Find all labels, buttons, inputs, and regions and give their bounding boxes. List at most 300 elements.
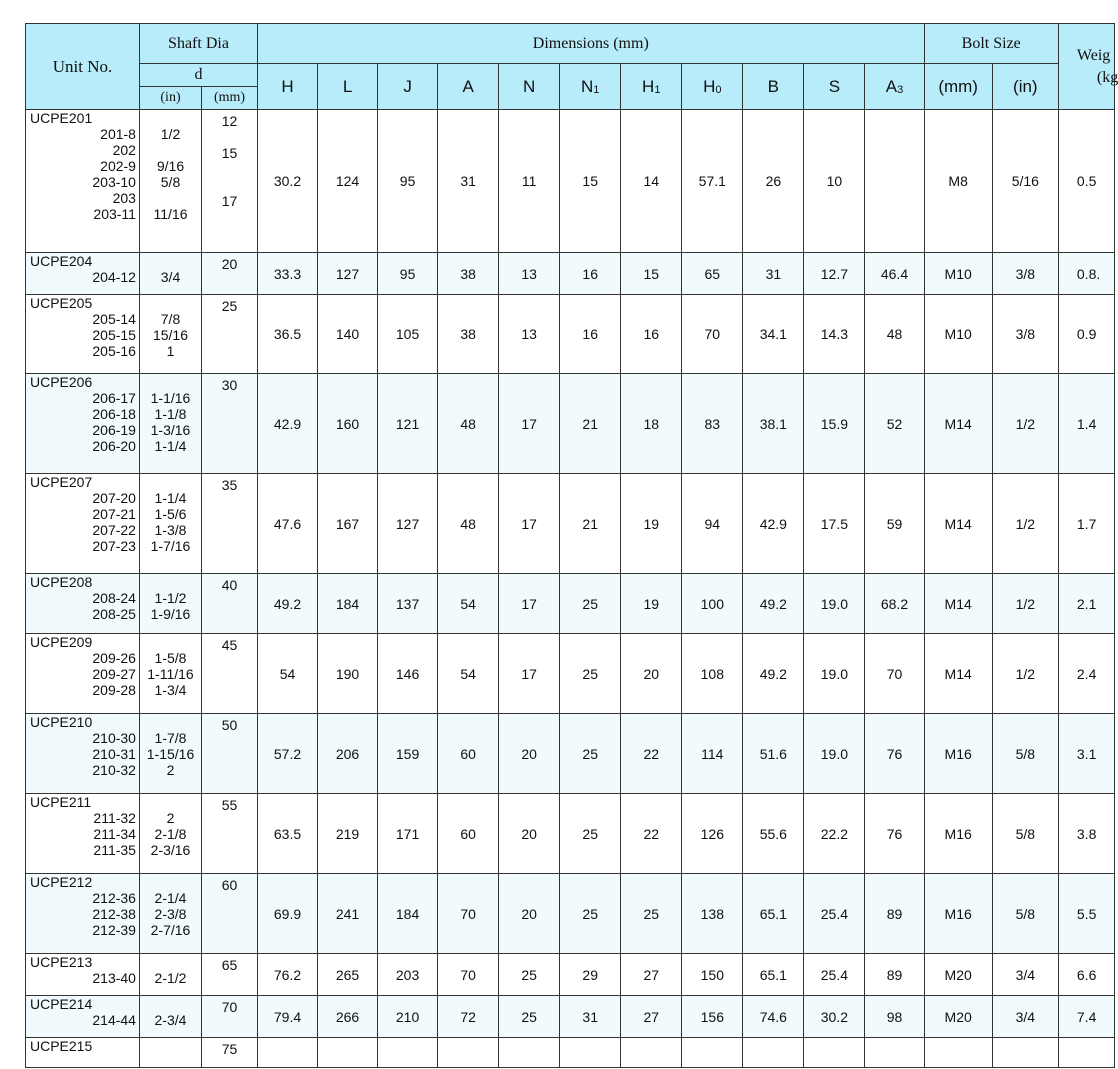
dim-h0-cell: 156 <box>682 996 743 1038</box>
weight-header <box>1058 24 1118 110</box>
dim-col-h0: $H_0$ <box>682 64 743 110</box>
dim-s-cell: 19.0 <box>804 634 865 714</box>
dim-a3-cell: 68.2 <box>865 574 924 634</box>
dim-h1-cell <box>621 1038 682 1068</box>
shaft-mm-value <box>202 653 257 669</box>
shaft-inch-value: 1-1/2 <box>154 590 187 606</box>
shaft-inch-value: 2-3/16 <box>150 842 191 858</box>
unit-no-cell <box>26 714 140 794</box>
shaft-mm-cell <box>202 1038 258 1068</box>
dim-l-cell: 124 <box>318 110 378 253</box>
table-row <box>26 1038 1115 1068</box>
bolt-mm-cell: M14 <box>924 574 992 634</box>
bolt-size-header: Bolt Size <box>924 24 1058 64</box>
unit-model: UCPE212 <box>30 874 93 890</box>
shaft-mm-value: 30 <box>221 377 238 393</box>
dimensions-header: Dimensions (mm) <box>258 24 925 64</box>
unit-no-cell <box>26 374 140 474</box>
d-header: d <box>139 64 257 87</box>
dim-n1-cell <box>560 1038 621 1068</box>
dim-n-cell: 17 <box>499 634 560 714</box>
dim-h-cell: 49.2 <box>258 574 318 634</box>
dim-n1-cell: 29 <box>560 954 621 996</box>
shaft-mm-value: 17 <box>221 193 238 209</box>
dim-a-cell: 60 <box>438 714 499 794</box>
dim-h1-cell: 14 <box>621 110 682 253</box>
shaft-mm-value: 25 <box>221 298 238 314</box>
dim-h1-cell: 20 <box>621 634 682 714</box>
dim-n1-cell: 25 <box>560 874 621 954</box>
shaft-mm-value: 20 <box>221 256 238 272</box>
bolt-in-cell: 5/8 <box>992 714 1058 794</box>
bolt-in-cell: 3/8 <box>992 295 1058 374</box>
dim-h1-cell: 27 <box>621 996 682 1038</box>
shaft-mm-value <box>202 973 257 989</box>
unit-variant: 205-14 <box>92 311 136 327</box>
dim-l-cell: 184 <box>318 574 378 634</box>
shaft-inch-cell <box>139 474 201 574</box>
unit-variant: 209-28 <box>92 682 136 698</box>
shaft-inch-value: 1-1/4 <box>154 438 187 454</box>
unit-no-header: Unit No. <box>26 24 140 110</box>
dim-n-cell: 11 <box>499 110 560 253</box>
table-row <box>26 295 1115 374</box>
unit-variant: 204-12 <box>92 269 136 285</box>
unit-model: UCPE210 <box>30 714 93 730</box>
dim-a-cell: 54 <box>438 574 499 634</box>
bolt-in-cell <box>992 1038 1058 1068</box>
dim-l-cell: 219 <box>318 794 378 874</box>
dim-h0-cell: 138 <box>682 874 743 954</box>
shaft-inch-value: 5/8 <box>160 174 181 190</box>
bolt-mm-cell: M20 <box>924 996 992 1038</box>
shaft-inch-value <box>140 110 201 126</box>
shaft-inch-value: 1-1/4 <box>154 490 187 506</box>
shaft-inch-value <box>140 142 201 158</box>
shaft-inch-value: 2-1/4 <box>154 890 187 906</box>
shaft-mm-value <box>202 685 257 701</box>
dim-h1-cell: 16 <box>621 295 682 374</box>
table-row <box>26 794 1115 874</box>
dim-b-cell: 51.6 <box>743 714 804 794</box>
dim-h-cell: 42.9 <box>258 374 318 474</box>
dim-n-cell: 13 <box>499 295 560 374</box>
table-row <box>26 714 1115 794</box>
dim-h-cell: 36.5 <box>258 295 318 374</box>
dim-a3-cell: 48 <box>865 295 924 374</box>
dim-a-cell: 38 <box>438 253 499 295</box>
unit-model: UCPE206 <box>30 374 93 390</box>
dim-n-cell <box>499 1038 560 1068</box>
weight-cell: 0.5 <box>1058 110 1114 253</box>
dim-j-cell: 137 <box>378 574 438 634</box>
dim-s-cell <box>804 1038 865 1068</box>
table-row <box>26 574 1115 634</box>
shaft-inch-value: 2-1/8 <box>154 826 187 842</box>
unit-model: UCPE208 <box>30 574 93 590</box>
unit-variant: 203-11 <box>93 206 136 222</box>
unit-variant: 203-10 <box>92 174 136 190</box>
shaft-inch-value: 1-7/16 <box>150 538 191 554</box>
dim-n1-cell: 16 <box>560 295 621 374</box>
bolt-mm-cell: M16 <box>924 714 992 794</box>
dim-a3-cell: 76 <box>865 794 924 874</box>
dim-a-cell: 48 <box>438 474 499 574</box>
shaft-inch-value <box>140 996 201 1012</box>
shaft-mm-value <box>202 749 257 765</box>
dim-a-cell: 38 <box>438 295 499 374</box>
dim-b-cell: 49.2 <box>743 634 804 714</box>
shaft-mm-value <box>202 813 257 829</box>
shaft-mm-value <box>202 525 257 541</box>
unit-variant: 202 <box>112 142 136 158</box>
unit-no-cell <box>26 574 140 634</box>
bolt-mm-cell: M16 <box>924 794 992 874</box>
shaft-inch-value: 2 <box>166 810 175 826</box>
shaft-inch-cell <box>139 295 201 374</box>
dim-col-h: H <box>258 64 318 110</box>
bolt-in-header: (in) <box>992 64 1058 110</box>
shaft-mm-cell <box>202 295 258 374</box>
unit-no-cell <box>26 253 140 295</box>
dim-h0-cell: 108 <box>682 634 743 714</box>
shaft-mm-value: 65 <box>221 957 238 973</box>
shaft-inch-cell <box>139 1038 201 1068</box>
dim-a3-cell: 89 <box>865 954 924 996</box>
unit-variant: 207-21 <box>92 506 136 522</box>
weight-cell: 7.4 <box>1058 996 1114 1038</box>
dim-a3-cell <box>865 1038 924 1068</box>
shaft-mm-value <box>202 765 257 781</box>
shaft-inch-value <box>140 253 201 269</box>
bolt-mm-cell: M10 <box>924 253 992 295</box>
weight-label: Weig <box>1076 46 1111 64</box>
shaft-inch-value: 1-9/16 <box>150 606 191 622</box>
dim-b-cell: 49.2 <box>743 574 804 634</box>
shaft-mm-cell <box>202 574 258 634</box>
shaft-mm-value <box>202 161 257 177</box>
shaft-inch-value <box>140 874 201 890</box>
shaft-inch-value <box>140 295 201 311</box>
dim-b-cell: 26 <box>743 110 804 253</box>
shaft-mm-value <box>202 272 257 288</box>
shaft-inch-cell <box>139 874 201 954</box>
unit-variant: 210-31 <box>92 746 136 762</box>
dim-col-n: N <box>499 64 560 110</box>
dim-col-n1: $N_1$ <box>560 64 621 110</box>
shaft-mm-value <box>202 829 257 845</box>
unit-variant: 205-15 <box>92 327 136 343</box>
dim-h-cell: 63.5 <box>258 794 318 874</box>
dim-a3-cell <box>865 110 924 253</box>
dim-n1-cell: 15 <box>560 110 621 253</box>
shaft-mm-value <box>202 541 257 557</box>
table-row <box>26 874 1115 954</box>
bolt-mm-cell: M14 <box>924 634 992 714</box>
shaft-inch-value: 2-3/4 <box>154 1012 187 1028</box>
dim-n1-cell: 16 <box>560 253 621 295</box>
dim-j-cell: 203 <box>378 954 438 996</box>
shaft-inch-value <box>140 190 201 206</box>
unit-no-cell <box>26 874 140 954</box>
shaft-inch-value <box>140 374 201 390</box>
dim-h-cell <box>258 1038 318 1068</box>
dim-col-j: J <box>378 64 438 110</box>
dim-a3-cell: 98 <box>865 996 924 1038</box>
unit-variant: 206-19 <box>92 422 136 438</box>
shaft-inch-value <box>140 714 201 730</box>
dim-h0-cell: 100 <box>682 574 743 634</box>
shaft-inch-value: 1-7/8 <box>154 730 187 746</box>
unit-variant: 208-25 <box>92 606 136 622</box>
dim-s-cell: 17.5 <box>804 474 865 574</box>
dim-col-b: B <box>743 64 804 110</box>
dim-a-cell: 60 <box>438 794 499 874</box>
shaft-mm-cell <box>202 874 258 954</box>
dim-h-cell: 47.6 <box>258 474 318 574</box>
shaft-inch-value: 7/8 <box>160 311 181 327</box>
shaft-inch-cell <box>139 996 201 1038</box>
dim-s-cell: 19.0 <box>804 574 865 634</box>
shaft-mm-value: 15 <box>221 145 238 161</box>
unit-variant: 210-30 <box>92 730 136 746</box>
shaft-inch-value: 9/16 <box>156 158 185 174</box>
shaft-inch-value <box>140 794 201 810</box>
bolt-in-cell: 3/4 <box>992 954 1058 996</box>
dim-h1-cell: 27 <box>621 954 682 996</box>
dim-h0-cell: 57.1 <box>682 110 743 253</box>
dim-h0-cell: 65 <box>682 253 743 295</box>
shaft-mm-cell <box>202 794 258 874</box>
dim-h0-cell: 150 <box>682 954 743 996</box>
shaft-mm-value <box>202 669 257 685</box>
shaft-inch-value: 1-5/8 <box>154 650 187 666</box>
dim-l-cell: 190 <box>318 634 378 714</box>
dim-b-cell: 38.1 <box>743 374 804 474</box>
bolt-mm-cell: M14 <box>924 474 992 574</box>
dim-l-cell: 206 <box>318 714 378 794</box>
shaft-mm-value <box>202 1015 257 1031</box>
dim-h-cell: 30.2 <box>258 110 318 253</box>
dim-h0-cell <box>682 1038 743 1068</box>
shaft-mm-value <box>202 177 257 193</box>
dim-n1-cell: 25 <box>560 634 621 714</box>
shaft-mm-value: 50 <box>221 717 238 733</box>
dim-j-cell: 121 <box>378 374 438 474</box>
dim-s-cell: 30.2 <box>804 996 865 1038</box>
weight-cell: 0.8. <box>1058 253 1114 295</box>
bolt-in-cell: 5/8 <box>992 794 1058 874</box>
dim-col-l: L <box>318 64 378 110</box>
dim-n1-cell: 21 <box>560 374 621 474</box>
dim-s-cell: 22.2 <box>804 794 865 874</box>
unit-model: UCPE211 <box>30 794 92 810</box>
shaft-in-header: (in) <box>139 87 201 110</box>
shaft-inch-value: 1-11/16 <box>147 666 194 682</box>
dim-s-cell: 25.4 <box>804 954 865 996</box>
spec-table-container <box>25 23 1118 1069</box>
dim-a3-cell: 89 <box>865 874 924 954</box>
shaft-mm-value <box>202 733 257 749</box>
shaft-mm-value: 60 <box>221 877 238 893</box>
dim-a-cell: 54 <box>438 634 499 714</box>
dim-n-cell: 20 <box>499 794 560 874</box>
shaft-inch-value: 1-5/6 <box>154 506 187 522</box>
dim-col-s: S <box>804 64 865 110</box>
weight-cell: 2.4 <box>1058 634 1114 714</box>
shaft-mm-value <box>202 441 257 457</box>
table-row <box>26 474 1115 574</box>
shaft-mm-value <box>202 909 257 925</box>
weight-cell: 3.1 <box>1058 714 1114 794</box>
shaft-mm-cell <box>202 996 258 1038</box>
bolt-mm-cell: M14 <box>924 374 992 474</box>
dim-h1-cell: 18 <box>621 374 682 474</box>
shaft-inch-cell <box>139 110 201 253</box>
unit-no-cell <box>26 295 140 374</box>
shaft-inch-cell <box>139 794 201 874</box>
dim-j-cell: 171 <box>378 794 438 874</box>
shaft-inch-value <box>140 474 201 490</box>
dim-h1-cell: 15 <box>621 253 682 295</box>
bolt-in-cell: 1/2 <box>992 374 1058 474</box>
bolt-mm-cell: M20 <box>924 954 992 996</box>
dim-a3-cell: 70 <box>865 634 924 714</box>
dim-s-cell: 19.0 <box>804 714 865 794</box>
unit-variant: 211-34 <box>93 826 136 842</box>
dim-n-cell: 25 <box>499 954 560 996</box>
dim-n-cell: 17 <box>499 474 560 574</box>
shaft-inch-value <box>140 954 201 970</box>
bolt-in-cell: 5/16 <box>992 110 1058 253</box>
dim-n-cell: 25 <box>499 996 560 1038</box>
shaft-mm-value <box>202 209 257 225</box>
dim-l-cell: 265 <box>318 954 378 996</box>
weight-cell: 1.7 <box>1058 474 1114 574</box>
weight-cell: 3.8 <box>1058 794 1114 874</box>
shaft-inch-value: 1-3/16 <box>150 422 191 438</box>
shaft-inch-value: 2-1/2 <box>154 970 187 986</box>
shaft-inch-value: 1-1/16 <box>150 390 191 406</box>
shaft-mm-value <box>202 346 257 362</box>
table-row <box>26 996 1115 1038</box>
shaft-inch-cell <box>139 634 201 714</box>
dim-s-cell: 10 <box>804 110 865 253</box>
weight-unit-label: (kg <box>1096 68 1118 86</box>
dim-n1-cell: 31 <box>560 996 621 1038</box>
bolt-mm-cell: M8 <box>924 110 992 253</box>
dim-b-cell: 34.1 <box>743 295 804 374</box>
unit-no-cell <box>26 1038 140 1068</box>
shaft-inch-value: 2-3/8 <box>154 906 187 922</box>
unit-variant: 203 <box>112 190 136 206</box>
shaft-mm-value: 55 <box>221 797 238 813</box>
shaft-inch-cell <box>139 714 201 794</box>
dim-l-cell <box>318 1038 378 1068</box>
shaft-mm-cell <box>202 110 258 253</box>
shaft-inch-value: 1 <box>166 343 175 359</box>
unit-no-cell <box>26 474 140 574</box>
dim-n1-cell: 25 <box>560 794 621 874</box>
shaft-inch-value: 1-15/16 <box>146 746 195 762</box>
unit-model: UCPE205 <box>30 295 93 311</box>
dim-n-cell: 13 <box>499 253 560 295</box>
shaft-mm-value: 12 <box>221 113 238 129</box>
dim-h0-cell: 83 <box>682 374 743 474</box>
dim-a-cell: 70 <box>438 954 499 996</box>
dim-a-cell: 48 <box>438 374 499 474</box>
table-row <box>26 253 1115 295</box>
dim-a3-cell: 46.4 <box>865 253 924 295</box>
shaft-mm-cell <box>202 634 258 714</box>
shaft-inch-value <box>140 634 201 650</box>
shaft-inch-value: 1-3/8 <box>154 522 187 538</box>
unit-no-cell <box>26 110 140 253</box>
shaft-inch-value <box>140 1038 201 1054</box>
unit-variant: 207-20 <box>92 490 136 506</box>
unit-no-cell <box>26 996 140 1038</box>
dim-h1-cell: 22 <box>621 714 682 794</box>
unit-variant: 202-9 <box>100 158 136 174</box>
bolt-in-cell: 3/4 <box>992 996 1058 1038</box>
dim-col-a3: $A_3$ <box>865 64 924 110</box>
unit-variant: 207-22 <box>92 522 136 538</box>
unit-variant: 212-38 <box>92 906 136 922</box>
dim-b-cell: 55.6 <box>743 794 804 874</box>
dim-j-cell: 184 <box>378 874 438 954</box>
dim-h-cell: 33.3 <box>258 253 318 295</box>
dim-a-cell <box>438 1038 499 1068</box>
dim-a3-cell: 59 <box>865 474 924 574</box>
dim-j-cell: 127 <box>378 474 438 574</box>
shaft-dia-header: Shaft Dia <box>139 24 257 64</box>
dim-h-cell: 57.2 <box>258 714 318 794</box>
dim-col-h1: $H_1$ <box>621 64 682 110</box>
unit-variant: 212-39 <box>92 922 136 938</box>
unit-variant: 205-16 <box>92 343 136 359</box>
bearing-spec-table <box>25 23 1118 1068</box>
bolt-mm-cell: M10 <box>924 295 992 374</box>
table-row <box>26 954 1115 996</box>
dim-h0-cell: 70 <box>682 295 743 374</box>
table-header <box>26 24 1118 110</box>
dim-h-cell: 79.4 <box>258 996 318 1038</box>
table-row <box>26 634 1115 714</box>
dim-n-cell: 20 <box>499 874 560 954</box>
bolt-in-cell: 1/2 <box>992 574 1058 634</box>
table-row <box>26 110 1115 253</box>
dim-h1-cell: 25 <box>621 874 682 954</box>
unit-model: UCPE207 <box>30 474 93 490</box>
weight-cell: 0.9 <box>1058 295 1114 374</box>
weight-cell: 1.4 <box>1058 374 1114 474</box>
weight-cell: 5.5 <box>1058 874 1114 954</box>
dim-l-cell: 241 <box>318 874 378 954</box>
dim-h0-cell: 114 <box>682 714 743 794</box>
shaft-mm-value <box>202 893 257 909</box>
bolt-in-cell: 1/2 <box>992 634 1058 714</box>
dim-n-cell: 17 <box>499 574 560 634</box>
dim-j-cell: 210 <box>378 996 438 1038</box>
unit-variant: 213-40 <box>92 970 136 986</box>
unit-variant: 206-20 <box>92 438 136 454</box>
shaft-inch-value: 2 <box>166 762 175 778</box>
dim-s-cell: 15.9 <box>804 374 865 474</box>
unit-variant: 212-36 <box>92 890 136 906</box>
bolt-mm-cell: M16 <box>924 874 992 954</box>
dim-h0-cell: 94 <box>682 474 743 574</box>
dim-h-cell: 76.2 <box>258 954 318 996</box>
